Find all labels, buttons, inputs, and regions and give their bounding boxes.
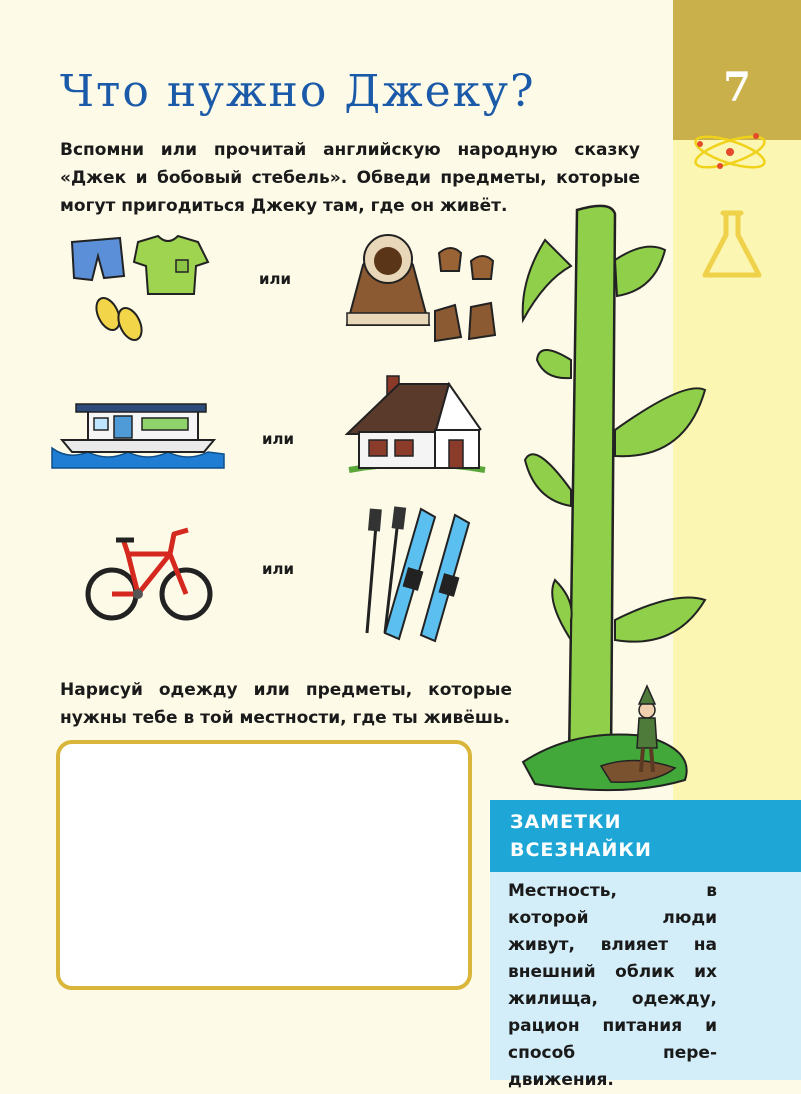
summer-clothes-picture [68,232,218,347]
notes-text: Местность, в которой люди живут, влияет на внешний облик их жилища, одежду, рацион питания и способ передвижения. [490,872,801,1080]
house-picture [345,372,490,477]
bicycle-picture [84,520,214,630]
intro-text: Вспомни или прочитай английскую народную сказку «Джек и бобовый стебель». Обведи предметы, которые могут пригодиться Джеку там, где он живёт. [60,140,640,216]
page-number: 7 [723,64,751,111]
notes-header [490,800,801,872]
or-label-1: или [259,270,292,288]
page-title: Что нужно Джеку? [60,66,536,117]
beanstalk-illustration [515,200,715,800]
drawing-area[interactable] [56,740,472,990]
notes-header-line1: ЗАМЕТКИ [510,811,622,833]
skis-picture [355,505,475,645]
or-label-3: или [262,560,295,578]
or-label-2: или [262,430,295,448]
draw-task-text: Нарисуй одежду или предметы, которые нужны тебе в той местности, где ты живёшь. [60,680,512,728]
winter-clothes-picture [343,225,508,350]
notes-header-line2: ВСЕЗНАЙКИ [510,839,652,861]
houseboat-picture [48,388,228,478]
atom-icon [690,122,770,182]
